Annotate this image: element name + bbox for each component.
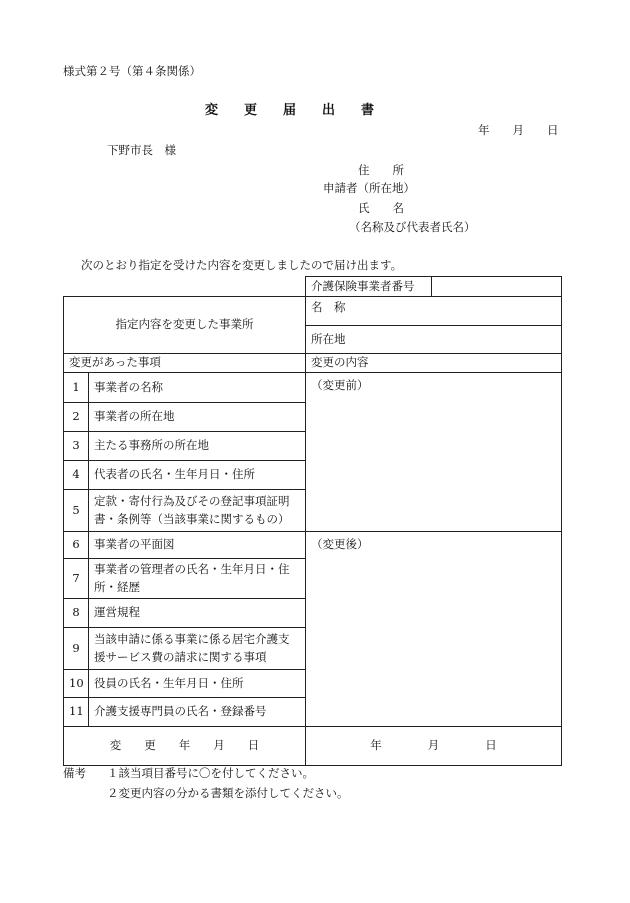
page-title: 変 更 届 出 書 (205, 103, 375, 118)
item-text: 当該申請に係る事業に係る居宅介護支援サービス費の請求に関する事項 (89, 628, 306, 670)
item-text: 役員の氏名・生年月日・住所 (89, 670, 306, 698)
item-text: 介護支援専門員の氏名・登録番号 (89, 698, 306, 727)
applicant-label: 申請者（所在地） (323, 181, 415, 195)
item-text: 定款・寄付行為及びその登記事項証明書・条例等（当該事業に関するもの） (89, 490, 306, 532)
note-1: １該当項目番号に〇を付してください。 (107, 766, 314, 780)
addressee: 下野市長 様 (107, 143, 176, 157)
item-number: 1 (64, 373, 89, 403)
item-number: 5 (64, 490, 89, 532)
item-number: 3 (64, 432, 89, 461)
item-number: 2 (64, 403, 89, 432)
after-change-field[interactable] (306, 532, 562, 727)
representative-label: （名称及び代表者氏名） (349, 220, 476, 234)
item-text: 主たる事務所の所在地 (89, 432, 306, 461)
item-text: 事業者の所在地 (89, 403, 306, 432)
item-number: 10 (64, 670, 89, 698)
item-text: 代表者の氏名・生年月日・住所 (89, 461, 306, 490)
after-change-label: （変更後） (311, 537, 369, 551)
item-text: 事業者の管理者の氏名・生年月日・住所・経歴 (89, 559, 306, 599)
insurer-number-field[interactable] (432, 277, 562, 297)
address-label: 住 所 (358, 163, 404, 177)
office-name-label: 名 称 (311, 300, 346, 314)
name-label: 氏 名 (358, 201, 404, 215)
item-number: 11 (64, 698, 89, 727)
office-name-field[interactable] (306, 297, 562, 326)
date-line: 年 月 日 (478, 123, 559, 137)
item-number: 4 (64, 461, 89, 490)
item-text: 運営規程 (89, 599, 306, 628)
item-number: 6 (64, 532, 89, 559)
notes-label: 備考 (63, 766, 86, 780)
change-form-table (63, 276, 562, 766)
intro-text: 次のとおり指定を受けた内容を変更しましたので届け出ます。 (81, 258, 403, 272)
item-text: 事業者の名称 (89, 373, 306, 403)
form-number: 様式第２号（第４条関係） (63, 64, 201, 78)
change-content-header: 変更の内容 (306, 354, 562, 373)
item-number: 7 (64, 559, 89, 599)
note-2: ２変更内容の分かる書類を添付してください。 (107, 786, 349, 800)
item-number: 8 (64, 599, 89, 628)
changed-items-header: 変更があった事項 (64, 354, 306, 373)
office-location-label: 所在地 (311, 331, 346, 346)
item-text: 事業者の平面図 (89, 532, 306, 559)
office-location-field[interactable] (306, 326, 562, 354)
change-date-label: 変 更 年 月 日 (64, 727, 306, 766)
insurer-number-label: 介護保険事業者番号 (306, 277, 432, 297)
item-number: 9 (64, 628, 89, 670)
before-change-field[interactable] (306, 373, 562, 532)
change-date-field[interactable]: 年 月 日 (306, 727, 562, 766)
blank-cell (64, 277, 306, 297)
office-label: 指定内容を変更した事業所 (64, 297, 306, 354)
before-change-label: （変更前） (311, 378, 369, 392)
